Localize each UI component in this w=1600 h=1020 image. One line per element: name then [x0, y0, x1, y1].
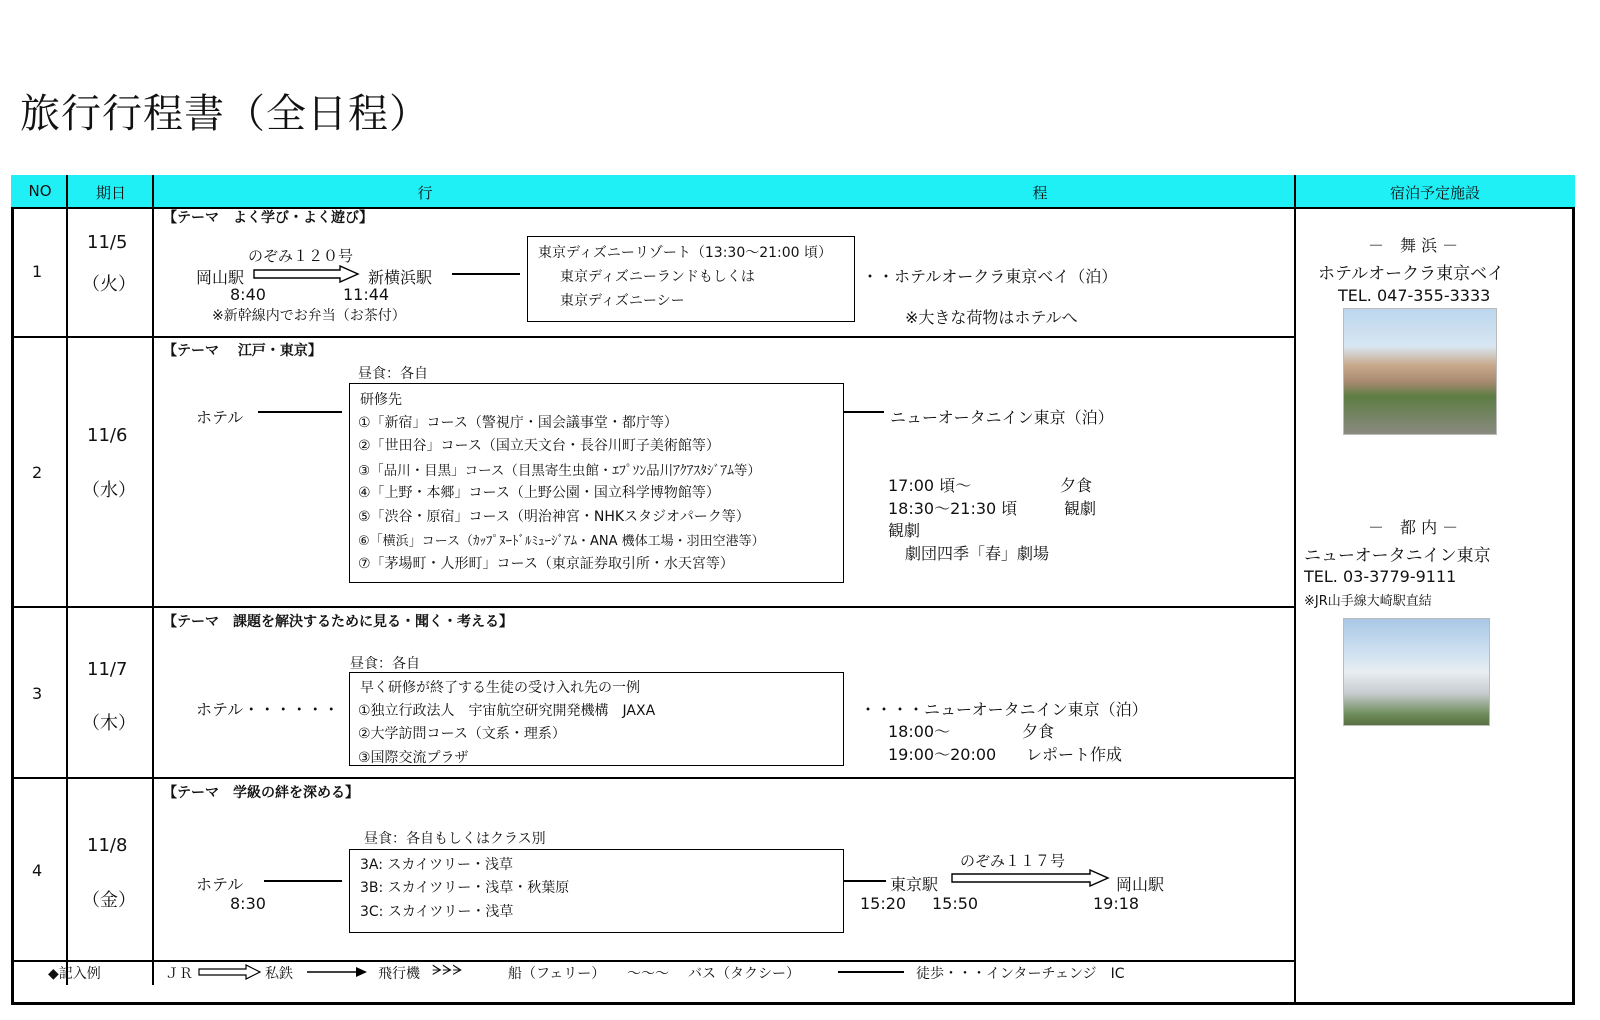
legend-bus-line [838, 971, 904, 973]
lunch-note: 昼食：各自 [350, 656, 420, 672]
schedule-activity: 夕食 [1022, 722, 1055, 741]
legend-plane: 飛行機 [378, 966, 420, 982]
hotel-okura-photo [1343, 308, 1497, 435]
lunch-note: 昼食：各自もしくはクラス別 [364, 831, 546, 847]
route-line [452, 273, 520, 275]
legend-bus: バス（タクシー） [688, 966, 800, 982]
train-name: のぞみ１２０号 [248, 247, 354, 265]
legend-plane-symbol: ᗒᗒᗒ [432, 963, 463, 979]
start-point: ホテル [196, 408, 244, 427]
legend-jr-arrow [198, 964, 262, 980]
day-theme: 【テーマ 課題を解決するために見る・聞く・考える】 [163, 614, 513, 630]
training-line: ⑤「渋谷・原宿」コース（明治神宮・NHKスタジオパーク等） [358, 509, 750, 525]
station-arrival-time: 15:20 [860, 894, 907, 913]
day-theme: 【テーマ 江戸・東京】 [163, 343, 322, 359]
schedule-time: 19:00～20:00 [888, 745, 997, 764]
stay-note: ※大きな荷物はホテルへ [905, 308, 1078, 327]
schedule-activity: 観劇 [1064, 499, 1097, 518]
row-divider [11, 336, 1295, 338]
legend-label: ◆記入例 [48, 966, 101, 982]
theater-name: 劇団四季「春」劇場 [905, 544, 1050, 563]
day-theme: 【テーマ よく学び・よく遊び】 [163, 210, 373, 226]
stay-hotel: ・・・・ニューオータニイン東京（泊） [860, 700, 1148, 719]
header-hotel: 宿泊予定施設 [1389, 184, 1480, 202]
departure-time: 8:40 [230, 285, 266, 304]
training-line: ⑥「横浜」コース（ｶｯﾌﾟﾇｰﾄﾞﾙﾐｭｰｼﾞｱﾑ・ANA 機体工場・羽田空港等） [358, 534, 765, 549]
legend-private-arrow [306, 966, 368, 978]
class-course-line: 3C: スカイツリー・浅草 [360, 904, 514, 920]
start-time: 8:30 [230, 894, 266, 913]
day-weekday: （金） [82, 890, 136, 911]
hotel-tel: TEL. 03-3779-9111 [1304, 567, 1457, 586]
schedule-activity: 夕食 [1060, 476, 1093, 495]
schedule-activity: レポート作成 [1026, 745, 1123, 764]
row-divider [11, 777, 1295, 779]
route-line [844, 880, 886, 882]
hotel-name: ニューオータニイン東京 [1304, 546, 1491, 566]
activity-line: 東京ディズニーランドもしくは [560, 269, 755, 285]
route-line [844, 411, 884, 413]
train-name: のぞみ１１７号 [960, 852, 1066, 870]
destination-arrival-time: 19:18 [1093, 894, 1140, 913]
station-departure-time: 15:50 [932, 894, 979, 913]
day-date: 11/8 [87, 835, 128, 856]
training-line: 研修先 [360, 392, 402, 408]
class-course-line: 3A: スカイツリー・浅草 [360, 857, 513, 873]
start-point: ホテル・・・・・・ [196, 700, 340, 719]
day-weekday: （水） [82, 480, 136, 501]
route-line [258, 411, 342, 413]
shinkansen-arrow [252, 265, 362, 283]
day-no: 2 [32, 463, 43, 482]
day-date: 11/5 [87, 232, 128, 253]
start-point: ホテル [196, 875, 244, 894]
row-divider [11, 960, 1295, 962]
training-line: ⑦「茅場町・人形町」コース（東京証券取引所・水天宮等） [358, 556, 734, 572]
training-line: ③「品川・目黒」コース（目黒寄生虫館・ｴﾌﾟｿﾝ品川ｱｸｱｽﾀｼﾞｱﾑ等） [358, 463, 761, 479]
lunch-note: 昼食：各自 [358, 366, 428, 382]
hotel-area: － 都 内 － [1368, 518, 1459, 537]
row-divider [11, 606, 1295, 608]
route-line [264, 880, 342, 882]
col-divider [66, 175, 68, 985]
day-theme: 【テーマ 学級の絆を深める】 [163, 785, 359, 801]
schedule-activity: 観劇 [888, 521, 921, 540]
schedule-time: 18:00～ [888, 722, 951, 741]
header-itinerary-2: 程 [1032, 184, 1048, 202]
hotel-access-note: ※JR山手線大崎駅直結 [1304, 594, 1432, 609]
origin-station: 岡山駅 [196, 268, 245, 287]
day-weekday: （木） [82, 713, 136, 734]
legend-ship: 船（フェリー） [508, 966, 606, 982]
hotel-area: － 舞 浜 － [1368, 236, 1459, 255]
stay-hotel: ・・ホテルオークラ東京ベイ（泊） [862, 267, 1118, 286]
station-name: 東京駅 [890, 875, 939, 894]
arrival-time: 11:44 [343, 285, 390, 304]
activity-line: ②大学訪問コース（文系・理系） [358, 726, 566, 742]
legend-private: 私鉄 [265, 966, 293, 982]
hotel-tel: TEL. 047-355-3333 [1338, 286, 1491, 305]
schedule-time: 18:30～21:30 頃 [888, 499, 1018, 518]
activity-line: 東京ディズニーリゾート（13:30～21:00 頃） [538, 245, 833, 261]
activity-line: ③国際交流プラザ [358, 750, 469, 766]
lunch-note: ※新幹線内でお弁当（お茶付） [212, 308, 406, 324]
header-date: 期日 [95, 184, 126, 202]
col-divider [1294, 175, 1296, 1005]
col-divider [152, 175, 154, 985]
day-date: 11/7 [87, 659, 128, 680]
arrival-station: 新横浜駅 [368, 268, 433, 287]
class-course-line: 3B: スカイツリー・浅草・秋葉原 [360, 880, 570, 896]
activity-line: ①独立行政法人 宇宙航空研究開発機構 JAXA [358, 703, 656, 719]
hotel-name: ホテルオークラ東京ベイ [1318, 264, 1505, 284]
shinkansen-arrow [950, 869, 1112, 887]
destination-station: 岡山駅 [1116, 875, 1165, 894]
legend-walk: 徒歩・・・インターチェンジ IC [916, 966, 1125, 982]
header-itinerary-1: 行 [417, 184, 433, 202]
legend-ship-symbol: 〜〜〜 [627, 966, 669, 982]
legend-jr: ＪＲ [165, 966, 193, 982]
hotel-newotani-photo [1343, 618, 1490, 726]
day-date: 11/6 [87, 425, 128, 446]
training-line: ①「新宿」コース（警視庁・国会議事堂・都庁等） [358, 415, 678, 431]
activity-line: 東京ディズニーシー [560, 293, 685, 309]
schedule-time: 17:00 頃～ [888, 476, 972, 495]
day-no: 1 [32, 262, 43, 281]
day-no: 4 [32, 861, 43, 880]
training-line: ④「上野・本郷」コース（上野公園・国立科学博物館等） [358, 485, 720, 501]
activity-line: 早く研修が終了する生徒の受け入れ先の一例 [360, 680, 640, 696]
header-no: NO [28, 182, 52, 200]
document-title: 旅行行程書（全日程） [20, 91, 430, 137]
day-no: 3 [32, 684, 43, 703]
training-line: ②「世田谷」コース（国立天文台・長谷川町子美術館等） [358, 438, 720, 454]
stay-hotel: ニューオータニイン東京（泊） [890, 408, 1114, 427]
day-weekday: （火） [82, 274, 136, 295]
